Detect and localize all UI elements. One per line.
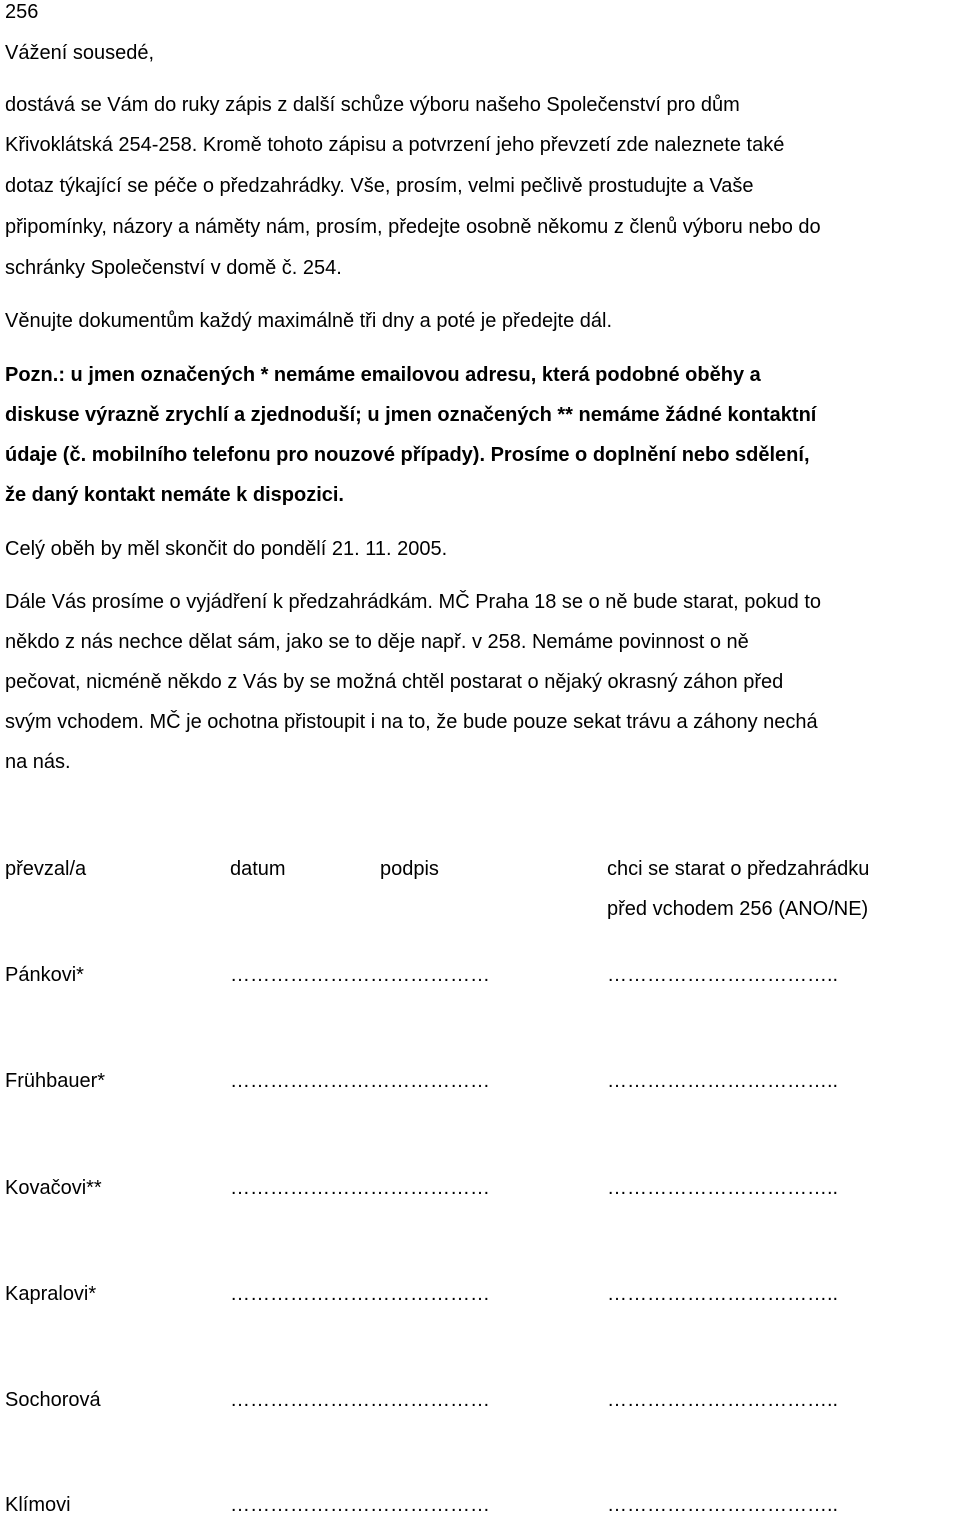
- paragraph-line: dotaz týkající se péče o předzahrádky. Vše, prosím, velmi pečlivě prostudujte a Vaše: [5, 175, 754, 197]
- header-date: datum: [230, 858, 286, 880]
- paragraph-line: na nás.: [5, 751, 71, 773]
- header-received: převzal/a: [5, 858, 87, 880]
- signature-blank: …………………………………: [230, 1177, 490, 1199]
- salutation: Vážení sousedé,: [5, 42, 154, 64]
- paragraph-line: diskuse výrazně zrychlí a zjednoduší; u jmen označených ** nemáme žádné kontaktní: [5, 404, 817, 426]
- garden-choice-blank: ……………………………..: [607, 1494, 839, 1516]
- signature-blank: …………………………………: [230, 1389, 490, 1411]
- page-number: 256: [5, 1, 39, 23]
- garden-choice-blank: ……………………………..: [607, 1389, 839, 1411]
- row-name: Kovačovi**: [5, 1177, 102, 1199]
- paragraph-line: Dále Vás prosíme o vyjádření k předzahrádkám. MČ Praha 18 se o ně bude starat, pokud to: [5, 591, 821, 613]
- garden-choice-blank: ……………………………..: [607, 1283, 839, 1305]
- signature-blank: …………………………………: [230, 1070, 490, 1092]
- signature-blank: …………………………………: [230, 964, 490, 986]
- paragraph-line: někdo z nás nechce dělat sám, jako se to děje např. v 258. Nemáme povinnost o ně: [5, 631, 749, 653]
- garden-choice-blank: ……………………………..: [607, 1177, 839, 1199]
- row-name: Pánkovi*: [5, 964, 84, 986]
- row-name: Frühbauer*: [5, 1070, 106, 1092]
- paragraph-line: Křivoklátská 254-258. Kromě tohoto zápisu a potvrzení jeho převzetí zde naleznete také: [5, 134, 785, 156]
- paragraph-line: pečovat, nicméně někdo z Vás by se možná chtěl postarat o nějaký okrasný záhon před: [5, 671, 784, 693]
- row-name: Sochorová: [5, 1389, 101, 1411]
- paragraph-line: schránky Společenství v domě č. 254.: [5, 257, 342, 279]
- paragraph-line: dostává se Vám do ruky zápis z další schůze výboru našeho Společenství pro dům: [5, 94, 740, 116]
- garden-choice-blank: ……………………………..: [607, 1070, 839, 1092]
- days-note: Věnujte dokumentům každý maximálně tři dny a poté je předejte dál.: [5, 310, 613, 332]
- row-name: Klímovi: [5, 1494, 71, 1516]
- signature-blank: …………………………………: [230, 1494, 490, 1516]
- paragraph-line: připomínky, názory a náměty nám, prosím, předejte osobně někomu z členů výboru nebo do: [5, 216, 821, 238]
- row-name: Kapralovi*: [5, 1283, 97, 1305]
- deadline: Celý oběh by měl skončit do pondělí 21. 11. 2005.: [5, 538, 448, 560]
- garden-choice-blank: ……………………………..: [607, 964, 839, 986]
- header-garden-line2: před vchodem 256 (ANO/NE): [607, 898, 869, 920]
- paragraph-line: Pozn.: u jmen označených * nemáme emailovou adresu, která podobné oběhy a: [5, 364, 761, 386]
- paragraph-line: že daný kontakt nemáte k dispozici.: [5, 484, 344, 506]
- paragraph-line: údaje (č. mobilního telefonu pro nouzové případy). Prosíme o doplnění nebo sdělení,: [5, 444, 810, 466]
- header-garden-line1: chci se starat o předzahrádku: [607, 858, 870, 880]
- paragraph-line: svým vchodem. MČ je ochotna přistoupit i na to, že bude pouze sekat trávu a záhony nechá: [5, 711, 818, 733]
- signature-blank: …………………………………: [230, 1283, 490, 1305]
- header-signature: podpis: [380, 858, 439, 880]
